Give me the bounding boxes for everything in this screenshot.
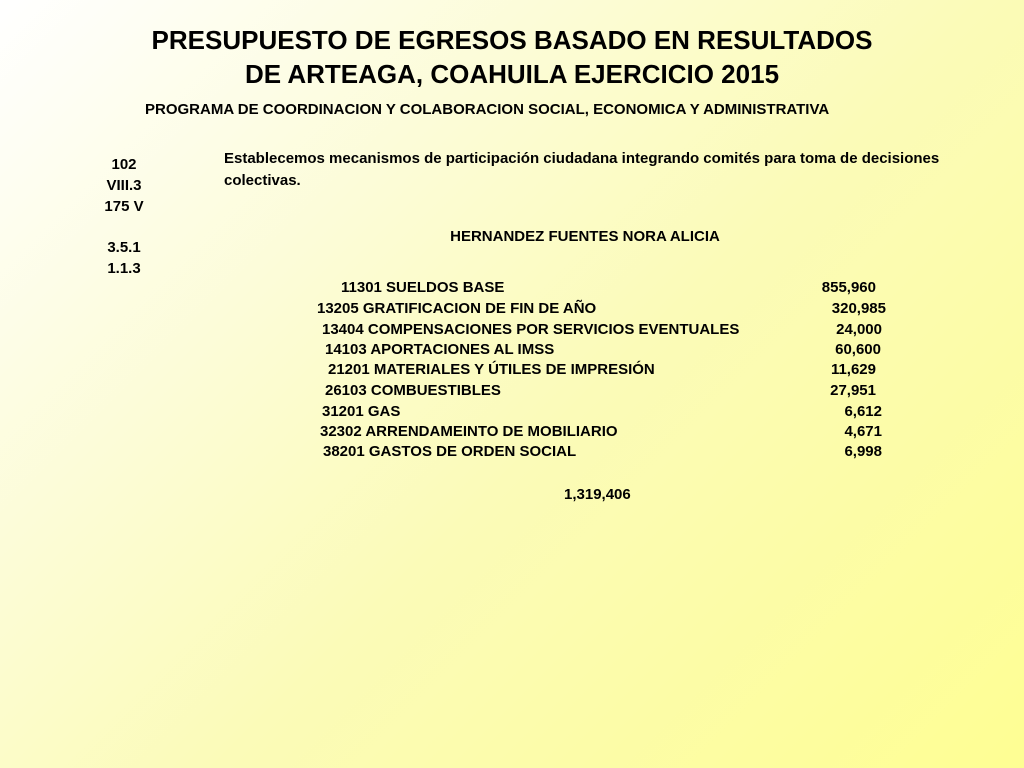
- item-amount: 6,612: [844, 403, 882, 420]
- code-102: 102: [111, 156, 137, 173]
- item-amount: 6,998: [844, 443, 882, 460]
- item-amount: 4,671: [844, 423, 882, 440]
- page-title-line-1: PRESUPUESTO DE EGRESOS BASADO EN RESULTADOS: [151, 25, 873, 55]
- item-label: 32302 ARRENDAMEINTO DE MOBILIARIO: [320, 423, 618, 440]
- objective-text: Establecemos mecanismos de participación ciudadana integrando comités para toma de decisiones colectivas.: [224, 150, 940, 189]
- responsible-name: HERNANDEZ FUENTES NORA ALICIA: [450, 228, 720, 245]
- item-amount: 60,600: [835, 341, 881, 358]
- page-title-line-2: DE ARTEAGA, COAHUILA EJERCICIO 2015: [244, 59, 780, 89]
- item-amount: 855,960: [821, 279, 876, 296]
- program-name: PROGRAMA DE COORDINACION Y COLABORACION SOCIAL, ECONOMICA Y ADMINISTRATIVA: [145, 101, 830, 118]
- item-label: 21201 MATERIALES Y ÚTILES DE IMPRESIÓN: [328, 361, 655, 378]
- item-label: 13205 GRATIFICACION DE FIN DE AÑO: [317, 300, 597, 317]
- item-label: 13404 COMPENSACIONES POR SERVICIOS EVENTUALES: [322, 321, 740, 338]
- item-amount: 11,629: [830, 361, 876, 378]
- code-viii-3: VIII.3: [106, 177, 142, 194]
- item-label: 38201 GASTOS DE ORDEN SOCIAL: [323, 443, 577, 460]
- item-amount: 24,000: [836, 321, 882, 338]
- code-1-1-3: 1.1.3: [107, 260, 141, 277]
- item-label: 31201 GAS: [322, 403, 401, 420]
- item-label: 26103 COMBUESTIBLES: [325, 382, 501, 399]
- item-amount: 27,951: [830, 382, 876, 399]
- item-label: 14103 APORTACIONES AL IMSS: [325, 341, 555, 358]
- total-amount: 1,319,406: [564, 486, 631, 503]
- item-label: 11301 SUELDOS BASE: [341, 279, 505, 296]
- code-3-5-1: 3.5.1: [107, 239, 141, 256]
- code-175-v: 175 V: [104, 198, 144, 215]
- item-amount: 320,985: [831, 300, 886, 317]
